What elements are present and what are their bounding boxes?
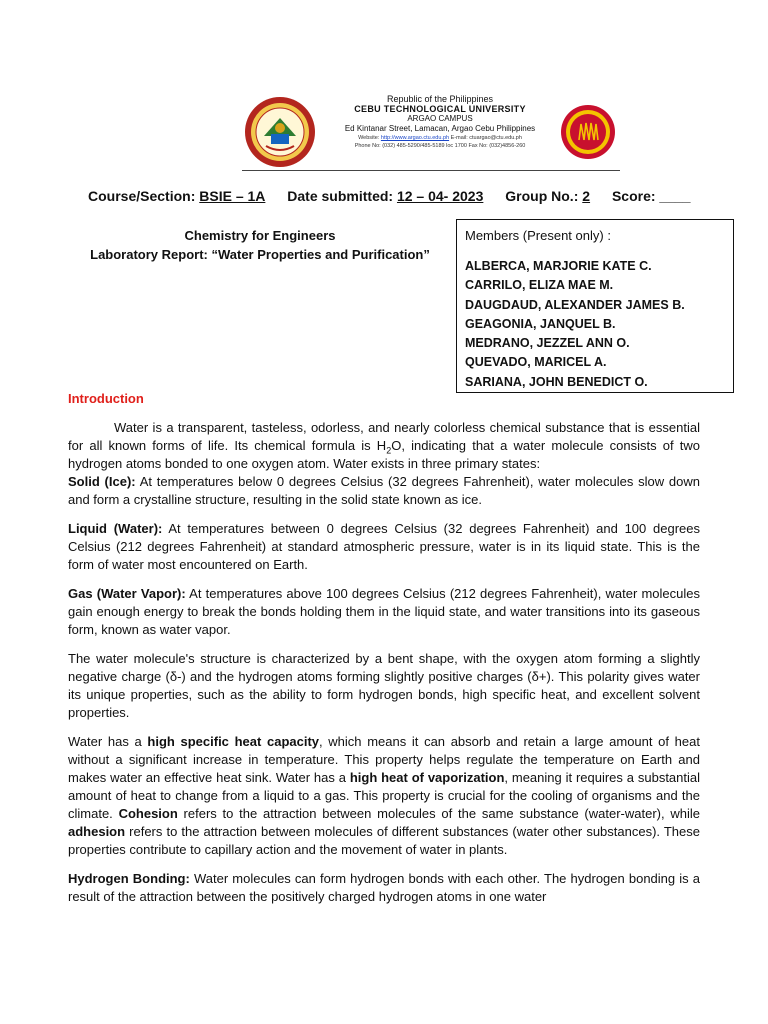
phone-line: Phone No: (032) 485-5290/485-5189 loc 1700 Fax No: (032)4856-260 bbox=[354, 143, 526, 149]
member-name: DAUGDAUD, ALEXANDER JAMES B. bbox=[465, 297, 685, 312]
report-title-block bbox=[70, 226, 450, 264]
solid-paragraph bbox=[68, 473, 700, 509]
hydrogen-bonding-text: Water molecules can form hydrogen bonds with each other. The hydrogen bonding is a result of the attraction between the positively charged hydrogen atoms in one water bbox=[68, 871, 700, 904]
member-name: SARIANA, JOHN BENEDICT O. bbox=[465, 374, 648, 389]
campus-name: ARGAO CAMPUS bbox=[407, 114, 473, 123]
group-value: 2 bbox=[582, 188, 591, 204]
campus-address: Ed Kintanar Street, Lamacan, Argao Cebu Philippines bbox=[344, 124, 536, 133]
solid-label: Solid (Ice): bbox=[68, 474, 136, 489]
course-info-line bbox=[88, 188, 691, 204]
member-name: QUEVADO, MARICEL A. bbox=[465, 355, 607, 370]
email-text: E-mail: ctuargao@ctu.edu.ph bbox=[450, 135, 522, 141]
date-label: Date submitted: bbox=[287, 188, 394, 204]
section-value: BSIE – 1A bbox=[199, 188, 266, 204]
website-label: Website: bbox=[358, 135, 380, 141]
score-label: Score: bbox=[611, 188, 656, 204]
heat-text: refers to the attraction between molecules of different substances (water other substances). These properties contribute to capillary action and the movement of water in plants. bbox=[68, 824, 700, 857]
heat-paragraph bbox=[68, 733, 700, 859]
intro-text: O, indicating that a water molecule consists of two hydrogen atoms bonded to one oxygen atom. Water exists in three primary states: bbox=[68, 438, 701, 471]
letterhead-divider bbox=[242, 170, 620, 171]
republic-text: Republic of the Philippines bbox=[386, 94, 494, 104]
heat-term: high specific heat capacity bbox=[147, 734, 320, 749]
heat-text: , meaning it requires a substantial amount of heat to change from a liquid to a gas. This property is crucial for the cooling of organisms and the climate. bbox=[68, 770, 701, 821]
letterhead bbox=[325, 94, 555, 150]
website-link[interactable]: http://www.argao.ctu.edu.ph bbox=[380, 135, 450, 141]
heat-text: , which means it can absorb and retain a large amount of heat without a significant increase in temperature. This property helps regulate the temperature on Earth and makes water an effective heat sink. Water has a bbox=[68, 734, 700, 785]
members-box bbox=[456, 219, 734, 393]
members-heading: Members (Present only) : bbox=[465, 228, 611, 243]
introduction-heading: Introduction bbox=[68, 391, 144, 406]
member-name: MEDRANO, JEZZEL ANN O. bbox=[465, 336, 630, 351]
introduction-body bbox=[68, 419, 700, 917]
intro-paragraph bbox=[68, 419, 700, 473]
date-value: 12 – 04- 2023 bbox=[396, 188, 484, 204]
subscript: 2 bbox=[386, 445, 392, 456]
contact-line bbox=[325, 134, 555, 142]
liquid-paragraph bbox=[68, 520, 700, 574]
liquid-text: At temperatures between 0 degrees Celsius (32 degrees Fahrenheit) and 100 degrees Celsius (212 degrees Fahrenheit) at standard atmospheric pressure, water is in its liquid state. This is the form of water most encountered on Earth. bbox=[68, 521, 700, 572]
heat-term: high heat of vaporization bbox=[349, 770, 505, 785]
intro-text: Water is a transparent, tasteless, odorless, and nearly colorless chemical substance that is essential for all known forms of life. Its chemical formula is H bbox=[68, 420, 700, 453]
university-name: CEBU TECHNOLOGICAL UNIVERSITY bbox=[354, 104, 526, 114]
cohesion-term: Cohesion bbox=[118, 806, 178, 821]
member-name: GEAGONIA, JANQUEL B. bbox=[465, 316, 616, 331]
hydrogen-bonding-paragraph bbox=[68, 870, 700, 906]
section-label: Course/Section: bbox=[88, 188, 196, 204]
group-label: Group No.: bbox=[505, 188, 579, 204]
report-title: Laboratory Report: “Water Properties and Purification” bbox=[90, 247, 430, 262]
hydrogen-bonding-label: Hydrogen Bonding: bbox=[68, 871, 190, 886]
subject-title: Chemistry for Engineers bbox=[184, 228, 336, 243]
score-value: ____ bbox=[659, 188, 691, 204]
liquid-label: Liquid (Water): bbox=[68, 521, 163, 536]
adhesion-term: adhesion bbox=[68, 824, 126, 839]
structure-paragraph: The water molecule's structure is characterized by a bent shape, with the oxygen atom forming a slightly negative charge (δ-) and the hydrogen atoms forming slightly positive charges (δ+). This polarity gives water its unique properties, such as the ability to form hydrogen bonds, high specific heat, and excellent solvent properties. bbox=[68, 651, 700, 720]
heat-text: refers to the attraction between molecules of the same substance (water-water), while bbox=[177, 806, 700, 821]
gas-label: Gas (Water Vapor): bbox=[68, 586, 186, 601]
asean-emblem-icon bbox=[560, 104, 616, 160]
gas-text: At temperatures above 100 degrees Celsius (212 degrees Fahrenheit), water molecules gain enough energy to break the bonds holding them in the liquid state, and water transitions into its gaseous form, known as water vapor. bbox=[68, 586, 700, 637]
solid-text: At temperatures below 0 degrees Celsius (32 degrees Fahrenheit), water molecules slow down and form a crystalline structure, resulting in the solid state known as ice. bbox=[68, 474, 700, 507]
university-seal-icon bbox=[244, 96, 316, 168]
member-name: CARRILO, ELIZA MAE M. bbox=[465, 278, 614, 293]
gas-paragraph bbox=[68, 585, 700, 639]
member-name: ALBERCA, MARJORIE KATE C. bbox=[465, 259, 652, 273]
heat-text: Water has a bbox=[68, 734, 148, 749]
